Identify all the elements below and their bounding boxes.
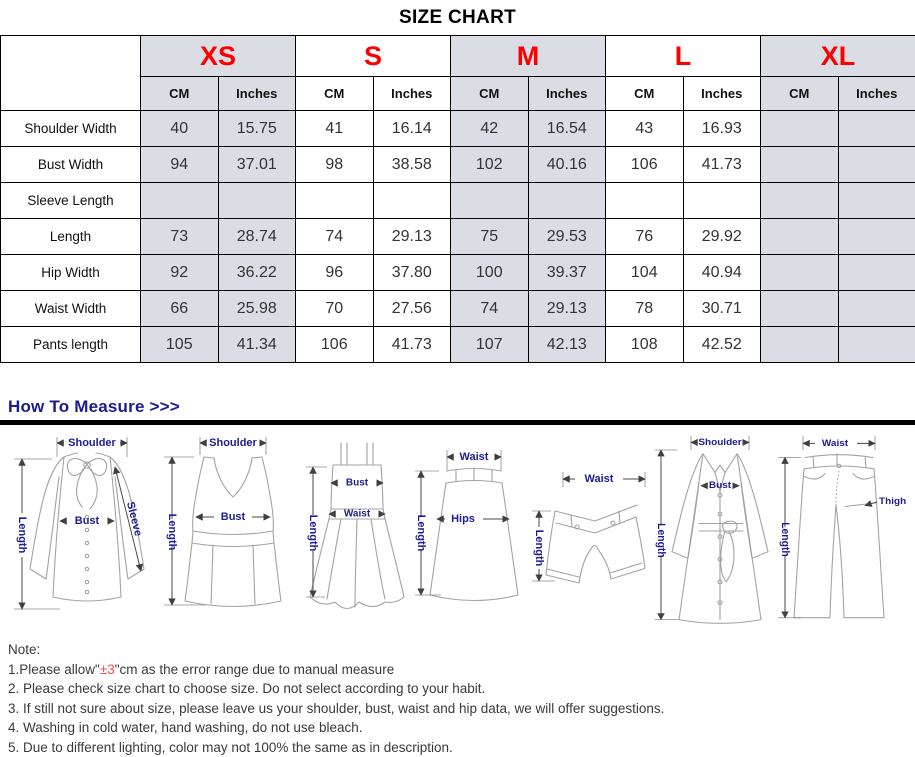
value-cell: 104: [606, 255, 684, 291]
value-cell: 27.56: [373, 291, 451, 327]
value-cell: 37.01: [218, 147, 296, 183]
value-cell: 98: [296, 147, 374, 183]
unit-header-m-cm: CM: [451, 77, 529, 111]
value-cell: 42: [451, 111, 529, 147]
value-cell: 106: [606, 147, 684, 183]
unit-header-l-inches: Inches: [683, 77, 761, 111]
shorts-length-label: Length: [533, 530, 545, 567]
value-cell: [451, 183, 529, 219]
row-label: Length: [1, 219, 141, 255]
value-cell: 36.22: [218, 255, 296, 291]
value-cell: [761, 111, 839, 147]
value-cell: 76: [606, 219, 684, 255]
pants-waist-label: Waist: [822, 438, 849, 449]
how-to-measure-heading: How To Measure >>>: [8, 397, 915, 417]
value-cell: [761, 219, 839, 255]
value-cell: [373, 183, 451, 219]
value-cell: [218, 183, 296, 219]
pants-length-label: Length: [779, 522, 791, 557]
value-cell: [761, 255, 839, 291]
dress-illustration: [297, 433, 409, 628]
value-cell: 100: [451, 255, 529, 291]
unit-header-m-inches: Inches: [528, 77, 606, 111]
unit-header-s-cm: CM: [296, 77, 374, 111]
value-cell: [838, 291, 915, 327]
table-row-waist-width: [1, 291, 915, 327]
value-cell: [761, 327, 839, 363]
value-cell: [838, 111, 915, 147]
measure-figures: [0, 425, 915, 631]
row-label: Waist Width: [1, 291, 141, 327]
value-cell: 107: [451, 327, 529, 363]
value-cell: [838, 219, 915, 255]
value-cell: 94: [141, 147, 219, 183]
value-cell: 73: [141, 219, 219, 255]
value-cell: 40: [141, 111, 219, 147]
value-cell: 40.16: [528, 147, 606, 183]
blouse-illustration: [2, 433, 154, 623]
value-cell: 38.58: [373, 147, 451, 183]
size-header-row: [1, 36, 915, 77]
value-cell: 16.14: [373, 111, 451, 147]
table-row-hip-width: [1, 255, 915, 291]
shorts-waist-label: Waist: [584, 473, 613, 485]
blouse-length-label: Length: [16, 517, 28, 554]
value-cell: 42.13: [528, 327, 606, 363]
value-cell: 41: [296, 111, 374, 147]
value-cell: 96: [296, 255, 374, 291]
value-cell: 41.34: [218, 327, 296, 363]
value-cell: 16.93: [683, 111, 761, 147]
value-cell: 16.54: [528, 111, 606, 147]
row-label: Pants length: [1, 327, 141, 363]
note-1-highlight: ±3: [100, 662, 115, 677]
value-cell: [296, 183, 374, 219]
page-title: SIZE CHART: [0, 0, 915, 35]
value-cell: [141, 183, 219, 219]
table-row-sleeve-length: [1, 183, 915, 219]
notes-section: [0, 631, 915, 757]
table-row-bust-width: [1, 147, 915, 183]
value-cell: 30.71: [683, 291, 761, 327]
dress-length-label: Length: [307, 515, 319, 552]
row-label: Hip Width: [1, 255, 141, 291]
size-chart-table: [0, 35, 915, 363]
tank-bust-label: Bust: [220, 511, 245, 523]
skirt-length-label: Length: [415, 515, 427, 552]
value-cell: 105: [141, 327, 219, 363]
value-cell: 78: [606, 291, 684, 327]
table-row-shoulder-width: [1, 111, 915, 147]
size-header-s: S: [296, 36, 451, 77]
unit-header-l-cm: CM: [606, 77, 684, 111]
table-row-pants-length: [1, 327, 915, 363]
value-cell: [761, 291, 839, 327]
note-1-prefix: 1.Please allow": [8, 662, 100, 677]
skirt-waist-label: Waist: [460, 451, 489, 463]
value-cell: 29.53: [528, 219, 606, 255]
unit-header-xl-inches: Inches: [838, 77, 915, 111]
pants-thigh-label: Thigh: [879, 496, 906, 507]
value-cell: 75: [451, 219, 529, 255]
coat-bust-label: Bust: [709, 480, 732, 491]
value-cell: [761, 183, 839, 219]
notes-title: Note:: [8, 640, 907, 660]
unit-header-xs-inches: Inches: [218, 77, 296, 111]
value-cell: [838, 183, 915, 219]
value-cell: 15.75: [218, 111, 296, 147]
note-line-2: 2. Please check size chart to choose size. Do not select according to your habit.: [8, 679, 907, 699]
note-line-1: [8, 660, 907, 680]
note-line-4: 4. Washing in cold water, hand washing, do not use bleach.: [8, 718, 907, 738]
tank-length-label: Length: [166, 514, 178, 551]
size-header-l: L: [606, 36, 761, 77]
value-cell: 74: [451, 291, 529, 327]
row-label: Sleeve Length: [1, 183, 141, 219]
value-cell: 102: [451, 147, 529, 183]
blouse-shoulder-label: Shoulder: [68, 437, 116, 449]
value-cell: 74: [296, 219, 374, 255]
dress-bust-label: Bust: [346, 478, 369, 489]
table-corner-cell: [1, 36, 141, 111]
size-header-xs: XS: [141, 36, 296, 77]
tank-top-illustration: [156, 433, 296, 628]
shorts-illustration: [525, 465, 650, 615]
value-cell: 37.80: [373, 255, 451, 291]
value-cell: [838, 255, 915, 291]
value-cell: [606, 183, 684, 219]
value-cell: 41.73: [373, 327, 451, 363]
coat-length-label: Length: [655, 523, 667, 558]
value-cell: 106: [296, 327, 374, 363]
row-label: Bust Width: [1, 147, 141, 183]
unit-header-xs-cm: CM: [141, 77, 219, 111]
value-cell: [683, 183, 761, 219]
table-row-length: [1, 219, 915, 255]
value-cell: 29.92: [683, 219, 761, 255]
skirt-illustration: [411, 445, 523, 620]
unit-header-xl-cm: CM: [761, 77, 839, 111]
value-cell: 66: [141, 291, 219, 327]
size-header-xl: XL: [761, 36, 915, 77]
value-cell: [528, 183, 606, 219]
value-cell: [838, 147, 915, 183]
value-cell: 42.52: [683, 327, 761, 363]
value-cell: [761, 147, 839, 183]
value-cell: 41.73: [683, 147, 761, 183]
note-1-suffix: "cm as the error range due to manual measure: [115, 662, 394, 677]
blouse-sleeve-label: Sleeve: [124, 501, 144, 538]
value-cell: 70: [296, 291, 374, 327]
value-cell: 29.13: [528, 291, 606, 327]
value-cell: [838, 327, 915, 363]
coat-shoulder-label: Shoulder: [699, 437, 743, 448]
coat-illustration: [651, 433, 771, 629]
value-cell: 29.13: [373, 219, 451, 255]
dress-waist-label: Waist: [344, 509, 371, 520]
value-cell: 43: [606, 111, 684, 147]
row-label: Shoulder Width: [1, 111, 141, 147]
value-cell: 40.94: [683, 255, 761, 291]
note-line-5: 5. Due to different lighting, color may not 100% the same as in description.: [8, 738, 907, 757]
value-cell: 39.37: [528, 255, 606, 291]
size-header-m: M: [451, 36, 606, 77]
value-cell: 25.98: [218, 291, 296, 327]
tank-shoulder-label: Shoulder: [209, 437, 257, 449]
skirt-hips-label: Hips: [451, 513, 475, 525]
value-cell: 108: [606, 327, 684, 363]
blouse-bust-label: Bust: [75, 515, 100, 527]
pants-illustration: [773, 433, 911, 629]
value-cell: 92: [141, 255, 219, 291]
value-cell: 28.74: [218, 219, 296, 255]
unit-header-s-inches: Inches: [373, 77, 451, 111]
note-line-3: 3. If still not sure about size, please leave us your shoulder, bust, waist and hip data, we will offer suggestions.: [8, 699, 907, 719]
